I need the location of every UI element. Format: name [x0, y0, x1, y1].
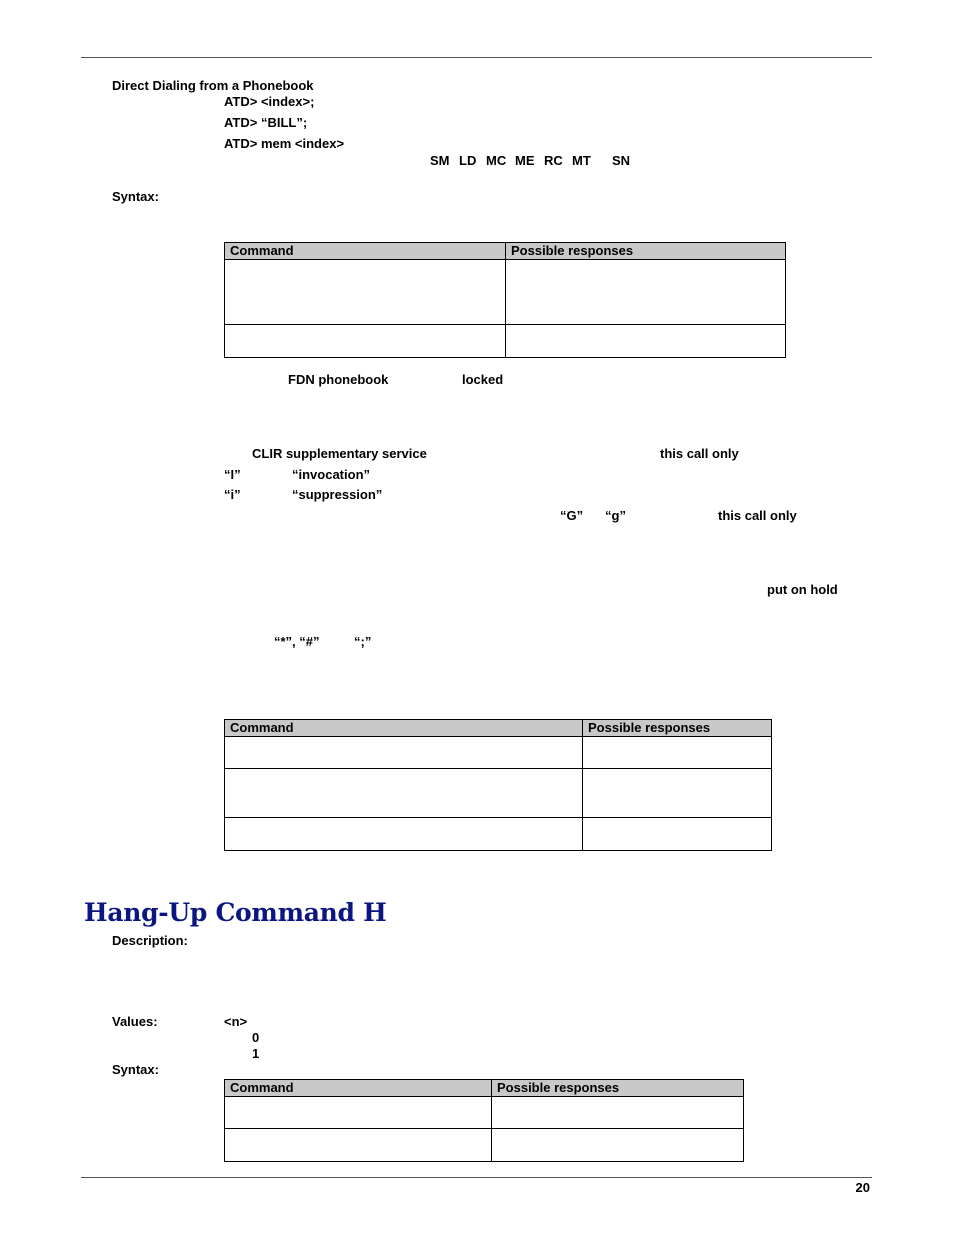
- section-heading: Direct Dialing from a Phonebook: [112, 78, 314, 93]
- note-g-lower: “g”: [605, 508, 626, 523]
- mem-value-rc: RC: [544, 153, 563, 168]
- note-this-call-only-1: this call only: [660, 446, 739, 461]
- mem-value-ld: LD: [459, 153, 477, 168]
- note-fdn: FDN phonebook: [288, 372, 389, 387]
- table-row: [225, 769, 772, 818]
- table-header-command: Command: [225, 1080, 492, 1097]
- table-header-responses: Possible responses: [583, 720, 772, 737]
- note-locked: locked: [462, 372, 504, 387]
- table-header-responses: Possible responses: [492, 1080, 744, 1097]
- mem-value-sm: SM: [430, 153, 450, 168]
- note-this-call-only-2: this call only: [718, 508, 797, 523]
- section-title: Hang-Up Command H: [84, 898, 387, 927]
- param-n: <n>: [224, 1014, 248, 1029]
- note-i-lower: “i”: [224, 487, 241, 502]
- note-star-hash: “*”, “#”: [274, 634, 320, 649]
- note-put-on-hold: put on hold: [767, 582, 838, 597]
- table-header-command: Command: [225, 720, 583, 737]
- mem-value-sn: SN: [612, 153, 631, 168]
- note-i-upper: “I”: [224, 467, 241, 482]
- syntax-label-2: Syntax:: [112, 1062, 159, 1077]
- table-header-command: Command: [225, 243, 506, 260]
- dial-form-index: ATD> <index>;: [224, 94, 315, 109]
- table-row: [225, 737, 772, 769]
- header-rule: [81, 57, 872, 58]
- table-header-responses: Possible responses: [506, 243, 786, 260]
- table-row: [225, 1129, 744, 1162]
- note-suppression: “suppression”: [292, 487, 383, 502]
- value-option-1: 1: [252, 1046, 260, 1061]
- table-row: [225, 818, 772, 851]
- syntax-table-2: [224, 719, 772, 851]
- note-clir: CLIR supplementary service: [252, 446, 427, 461]
- syntax-table-1: [224, 242, 786, 358]
- table-row: [225, 260, 786, 325]
- syntax-label: Syntax:: [112, 189, 159, 204]
- values-label: Values:: [112, 1014, 158, 1029]
- dial-form-name: ATD> “BILL”;: [224, 115, 308, 130]
- description-label: Description:: [112, 933, 188, 948]
- note-invocation: “invocation”: [292, 467, 371, 482]
- footer-rule: [81, 1177, 872, 1178]
- note-semicolon: “;”: [354, 634, 372, 649]
- table-row: [225, 1097, 744, 1129]
- note-g-upper: “G”: [560, 508, 584, 523]
- mem-value-mc: MC: [486, 153, 507, 168]
- mem-value-mt: MT: [572, 153, 591, 168]
- value-option-0: 0: [252, 1030, 260, 1045]
- dial-form-mem: ATD> mem <index>: [224, 136, 345, 151]
- page-number: 20: [855, 1180, 870, 1195]
- mem-value-me: ME: [515, 153, 535, 168]
- table-row: [225, 325, 786, 358]
- syntax-table-3: [224, 1079, 744, 1162]
